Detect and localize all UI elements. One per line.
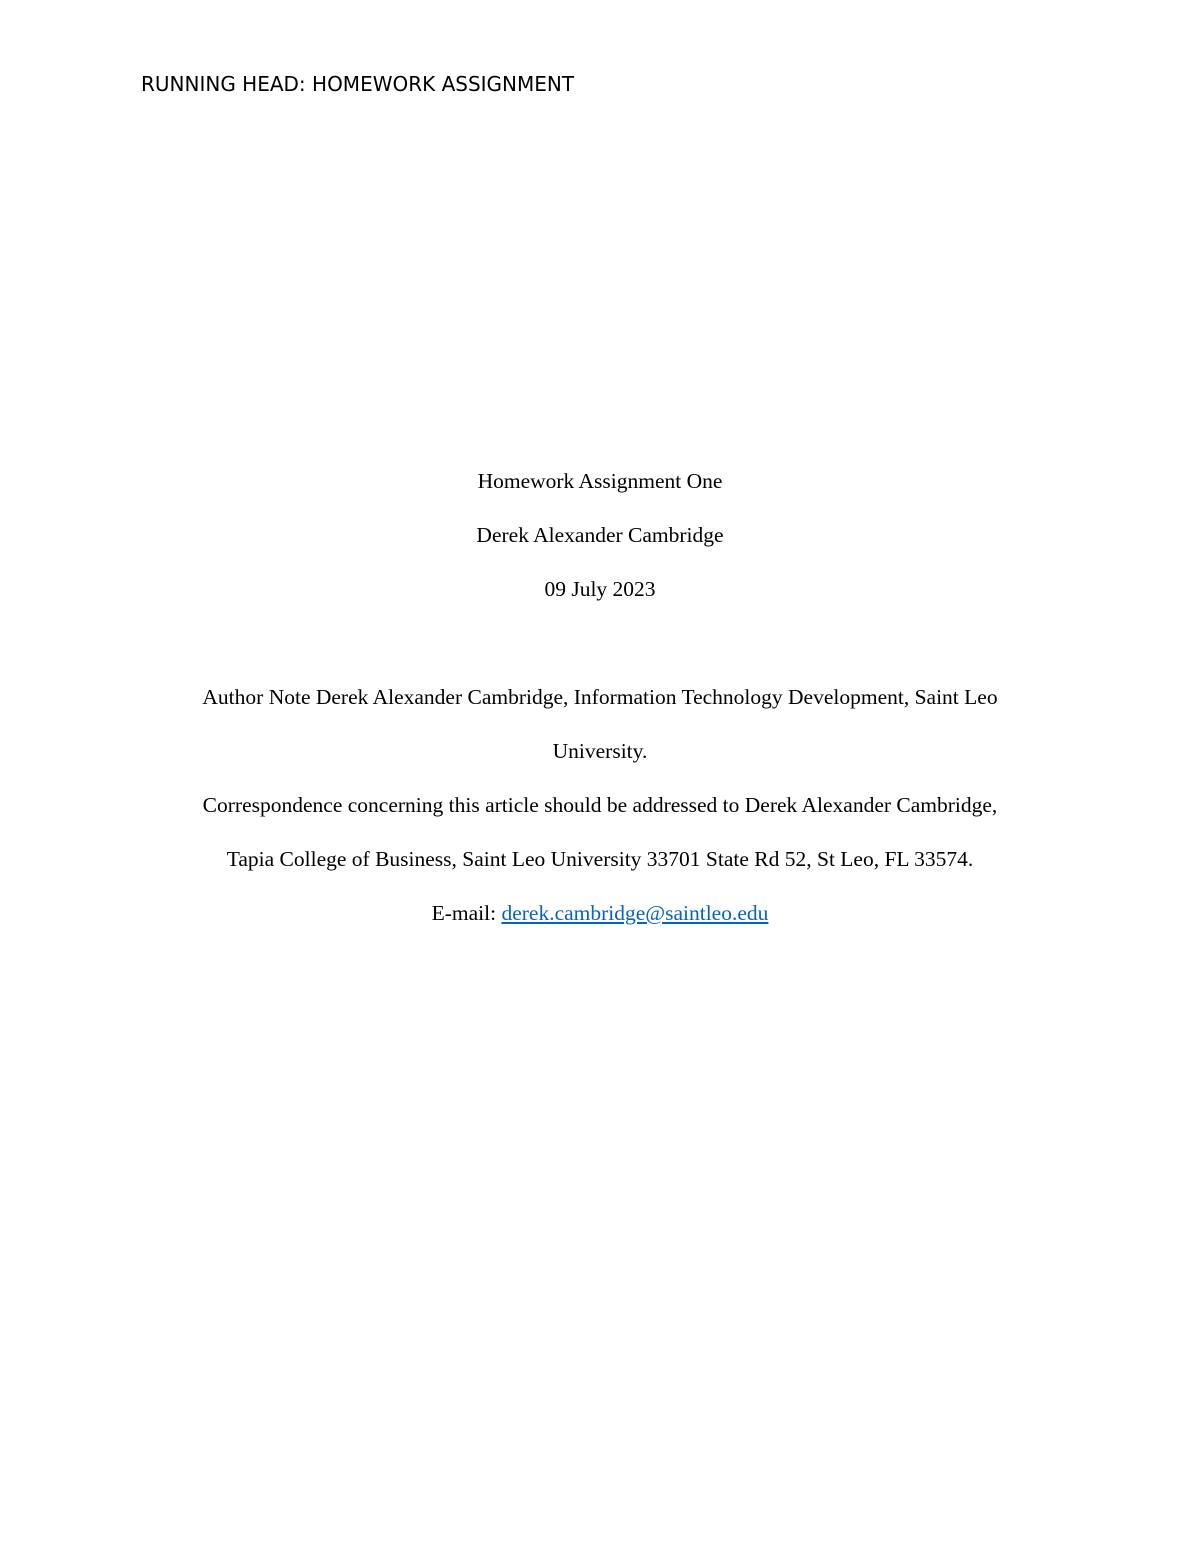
correspondence-line-2: Tapia College of Business, Saint Leo University 33701 State Rd 52, St Leo, FL 33574. bbox=[226, 847, 974, 871]
spacer bbox=[141, 624, 1059, 678]
author-name: Derek Alexander Cambridge bbox=[476, 523, 724, 547]
document-title: Homework Assignment One bbox=[477, 469, 723, 493]
running-head: RUNNING HEAD: HOMEWORK ASSIGNMENT bbox=[141, 72, 575, 96]
author-note-line-2: University. bbox=[552, 739, 648, 763]
correspondence-line-1: Correspondence concerning this article should be addressed to Derek Alexander Cambridge, bbox=[202, 793, 998, 817]
title-block bbox=[141, 462, 1059, 948]
email-label: E-mail: bbox=[431, 901, 502, 925]
email-link[interactable]: derek.cambridge@saintleo.edu bbox=[501, 901, 769, 925]
email-line bbox=[141, 894, 1059, 948]
document-date: 09 July 2023 bbox=[544, 577, 656, 601]
author-note-line-1: Author Note Derek Alexander Cambridge, Information Technology Development, Saint Leo bbox=[202, 685, 998, 709]
